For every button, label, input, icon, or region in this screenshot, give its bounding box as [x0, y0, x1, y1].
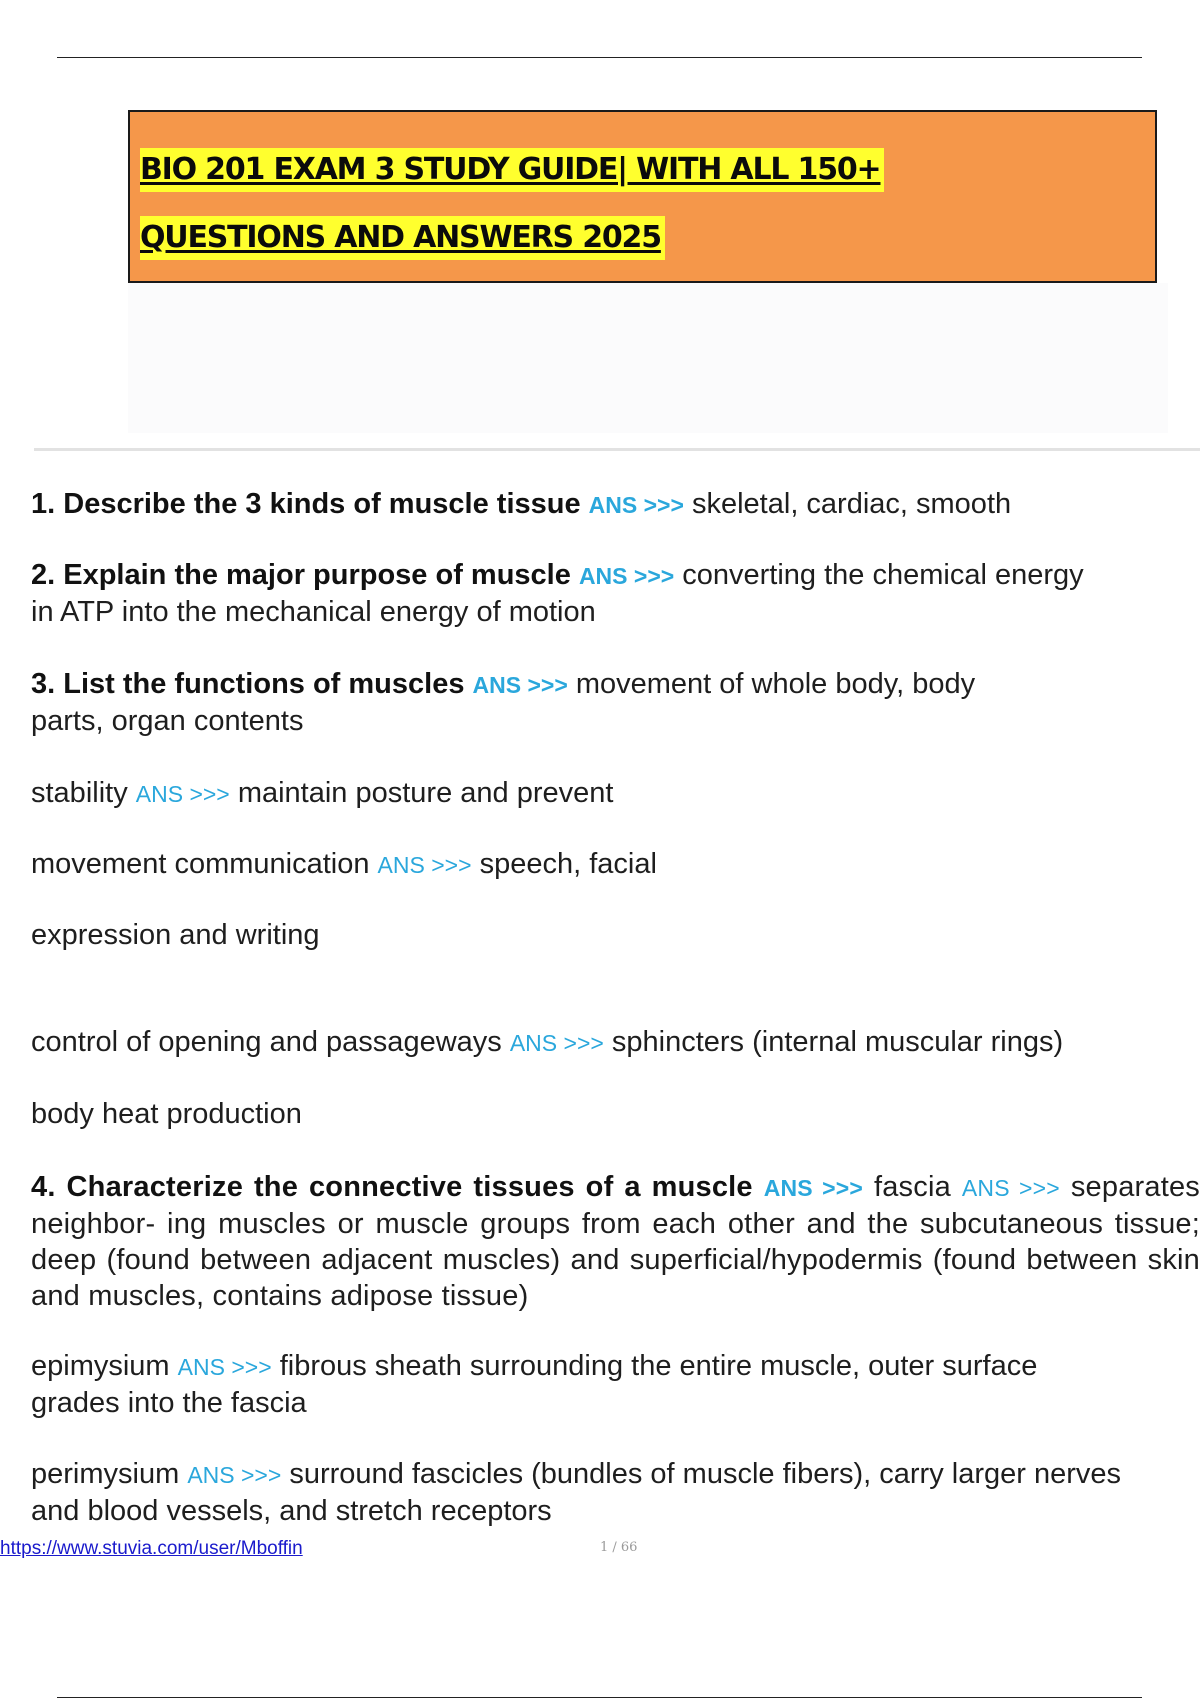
question-text: List the functions of muscles: [63, 668, 465, 700]
answer-text: skeletal, cardiac, smooth: [691, 488, 1012, 520]
item-number: 2.: [31, 559, 56, 591]
ans-marker: ANS >>>: [135, 781, 230, 807]
answer-text: movement of whole body, body: [575, 668, 976, 700]
answer-text-cont: grades into the fascia: [31, 1387, 307, 1419]
term-text: epimysium: [31, 1350, 170, 1382]
answer-text: separates neighbor- ing muscles or muscle groups from each other and the subcutaneous tissue; deep (found between adjacent muscles) and superficial/hypodermis (found between skin and muscles, contains adipose tissue): [31, 1171, 1200, 1312]
answer-text-cont: parts, organ contents: [31, 705, 304, 737]
qa-item-4: [31, 1169, 1200, 1314]
answer-text-cont: in ATP into the mechanical energy of motion: [31, 596, 596, 628]
source-link[interactable]: https://www.stuvia.com/user/Mboffin: [0, 1538, 303, 1559]
qa-item-2: [31, 557, 1200, 630]
ans-marker: ANS >>>: [509, 1030, 604, 1056]
blank-panel: [128, 283, 1168, 433]
term-text: perimysium: [31, 1458, 180, 1490]
question-text: Describe the 3 kinds of muscle tissue: [63, 488, 581, 520]
term-text: fascia: [873, 1171, 951, 1203]
ans-marker: ANS >>>: [763, 1175, 864, 1201]
ans-marker: ANS >>>: [961, 1175, 1060, 1201]
term-text: movement communication: [31, 848, 370, 880]
qa-item-perimysium: [31, 1456, 1200, 1529]
title-line-1: BIO 201 EXAM 3 STUDY GUIDE| WITH ALL 150+: [140, 148, 884, 192]
qa-item-heat: [31, 1096, 1200, 1132]
ans-marker: ANS >>>: [187, 1462, 282, 1488]
ans-marker: ANS >>>: [588, 492, 684, 518]
answer-text: surround fascicles (bundles of muscle fibers), carry larger nerves: [289, 1458, 1122, 1490]
item-number: 4.: [31, 1171, 56, 1203]
ans-marker: ANS >>>: [472, 672, 568, 698]
bottom-rule: [57, 1697, 1142, 1698]
qa-item-stability: [31, 775, 1200, 812]
answer-text: sphincters (internal muscular rings): [611, 1026, 1064, 1058]
question-text: Explain the major purpose of muscle: [63, 559, 571, 591]
qa-item-control: [31, 1024, 1200, 1061]
title-banner: [128, 110, 1157, 283]
term-text: stability: [31, 777, 128, 809]
qa-item-epimysium: [31, 1348, 1200, 1421]
page-number: 1 / 66: [600, 1540, 638, 1555]
item-number: 3.: [31, 668, 56, 700]
answer-text: maintain posture and prevent: [237, 777, 614, 809]
answer-text: fibrous sheath surrounding the entire muscle, outer surface: [279, 1350, 1038, 1382]
ans-marker: ANS >>>: [377, 852, 472, 878]
ans-marker: ANS >>>: [578, 563, 675, 589]
term-text: control of opening and passageways: [31, 1026, 502, 1058]
qa-item-communication: [31, 846, 1200, 883]
plain-text: body heat production: [31, 1098, 302, 1130]
question-text: Characterize the connective tissues of a muscle: [66, 1171, 753, 1203]
answer-text: converting the chemical energy: [682, 559, 1084, 591]
answer-text-cont: and blood vessels, and stretch receptors: [31, 1495, 552, 1527]
qa-item-3: [31, 666, 1200, 739]
title-line-2: QUESTIONS AND ANSWERS 2025: [140, 216, 665, 260]
answer-text: speech, facial: [479, 848, 657, 880]
qa-item-expression: [31, 917, 1200, 953]
top-rule: [57, 57, 1142, 58]
qa-item-1: [31, 486, 1200, 523]
item-number: 1.: [31, 488, 56, 520]
section-divider: [34, 448, 1200, 451]
plain-text: expression and writing: [31, 919, 320, 951]
ans-marker: ANS >>>: [177, 1354, 272, 1380]
